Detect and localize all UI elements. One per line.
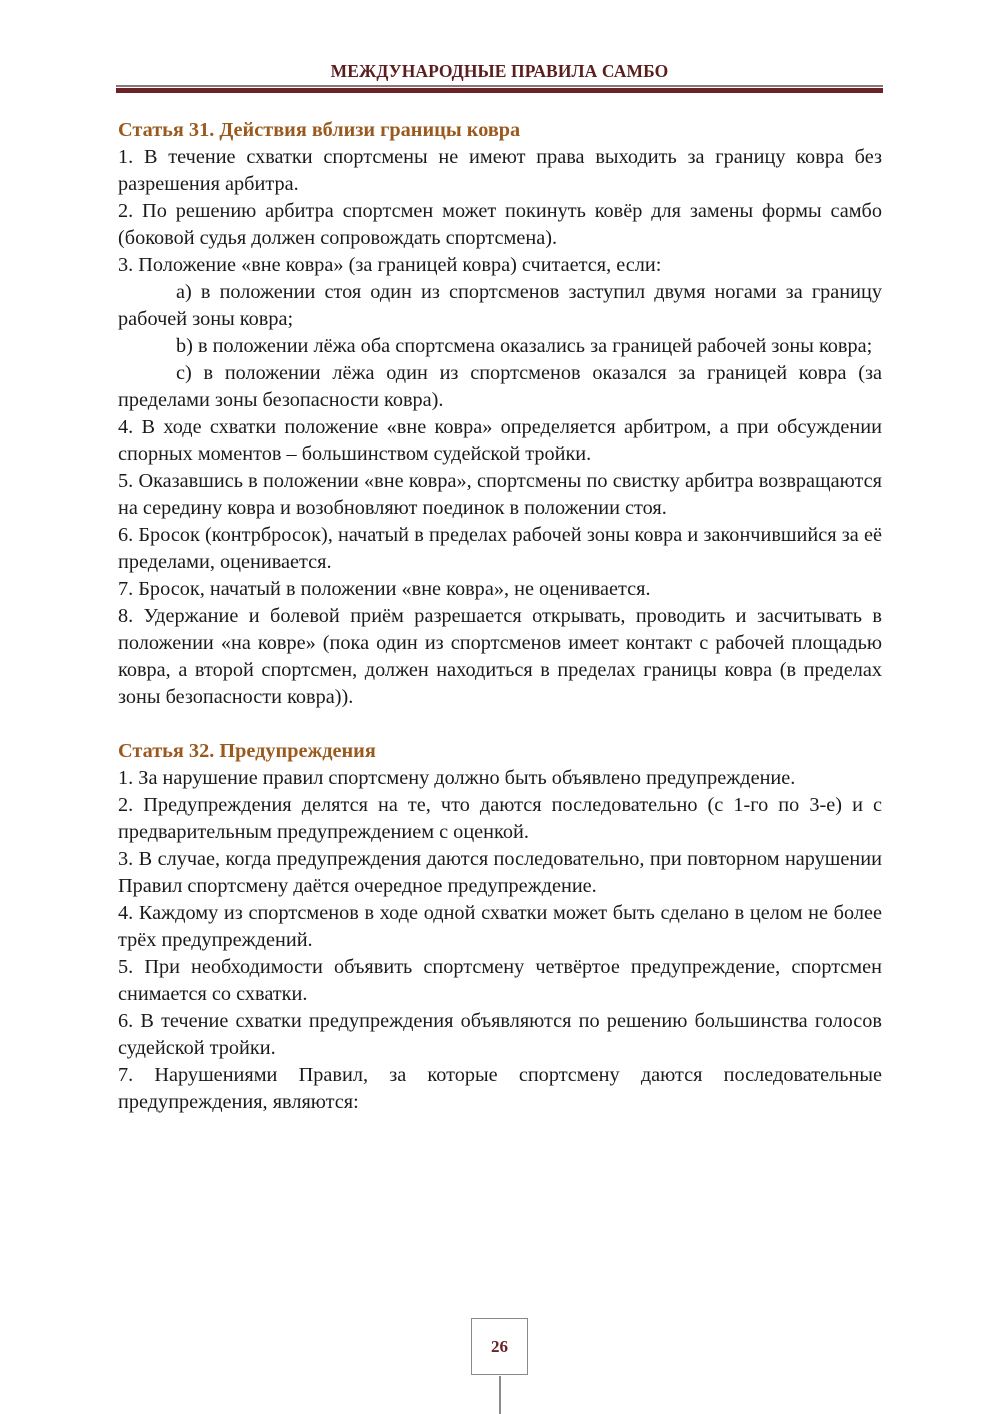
paragraph: 4. В ходе схватки положение «вне ковра» определяется арбитром, а при обсуждении спорных моментов – большинством судейской тройки. (118, 416, 882, 465)
paragraph: 2. Предупреждения делятся на те, что даются последовательно (с 1-го по 3-е) и с предварительным предупреждением с оценкой. (118, 794, 882, 843)
paragraph: 7. Нарушениями Правил, за которые спортсмену даются последовательные предупреждения, являются: (118, 1064, 882, 1113)
sub-paragraph: a) в положении стоя один из спортсменов заступил двумя ногами за границу рабочей зоны ковра; (118, 281, 882, 330)
header-rule-thick (116, 88, 883, 93)
article-heading: Статья 32. Предупреждения (118, 740, 376, 762)
section-gap (118, 711, 882, 738)
sub-paragraph: c) в положении лёжа один из спортсменов оказался за границей ковра (за пределами зоны безопасности ковра). (118, 362, 882, 411)
paragraph: 5. При необходимости объявить спортсмену четвёртое предупреждение, спортсмен снимается со схватки. (118, 956, 882, 1005)
paragraph: 6. В течение схватки предупреждения объявляются по решению большинства голосов судейской тройки. (118, 1010, 882, 1059)
article-heading: Статья 31. Действия вблизи границы ковра (118, 119, 521, 141)
paragraph: 1. За нарушение правил спортсмену должно быть объявлено предупреждение. (118, 767, 796, 789)
page-number-stem (499, 1376, 501, 1414)
paragraph: 7. Бросок, начатый в положении «вне ковра», не оценивается. (118, 578, 651, 600)
paragraph: 3. Положение «вне ковра» (за границей ковра) считается, если: (118, 254, 662, 276)
paragraph: 4. Каждому из спортсменов в ходе одной схватки может быть сделано в целом не более трёх предупреждений. (118, 902, 882, 951)
paragraph: 1. В течение схватки спортсмены не имеют права выходить за границу ковра без разрешения арбитра. (118, 146, 882, 195)
header-rule-thin (116, 85, 883, 87)
sub-paragraph: b) в положении лёжа оба спортсмена оказались за границей рабочей зоны ковра; (176, 335, 873, 357)
paragraph: 6. Бросок (контрбросок), начатый в пределах рабочей зоны ковра и закончившийся за её пределами, оценивается. (118, 524, 882, 573)
paragraph: 8. Удержание и болевой приём разрешается открывать, проводить и засчитывать в положении «на ковре» (пока один из спортсменов имеет контакт с рабочей площадью ковра, а второй спортсмен, должен находиться в пределах границы ковра (в пределах зоны безопасности ковра)). (118, 605, 882, 708)
paragraph: 3. В случае, когда предупреждения даются последовательно, при повторном нарушении Правил спортсмену даётся очередное предупреждение. (118, 848, 882, 897)
article-32 (118, 738, 882, 1116)
page-content (118, 117, 882, 1116)
page-number (471, 1318, 528, 1375)
running-header-title: МЕЖДУНАРОДНЫЕ ПРАВИЛА САМБО (330, 61, 669, 81)
paragraph: 2. По решению арбитра спортсмен может покинуть ковёр для замены формы самбо (боковой судья должен сопровождать спортсмена). (118, 200, 882, 249)
page-number-text: 26 (491, 1336, 508, 1356)
paragraph: 5. Оказавшись в положении «вне ковра», спортсмены по свистку арбитра возвращаются на середину ковра и возобновляют поединок в положении стоя. (118, 470, 882, 519)
article-31 (118, 117, 882, 711)
